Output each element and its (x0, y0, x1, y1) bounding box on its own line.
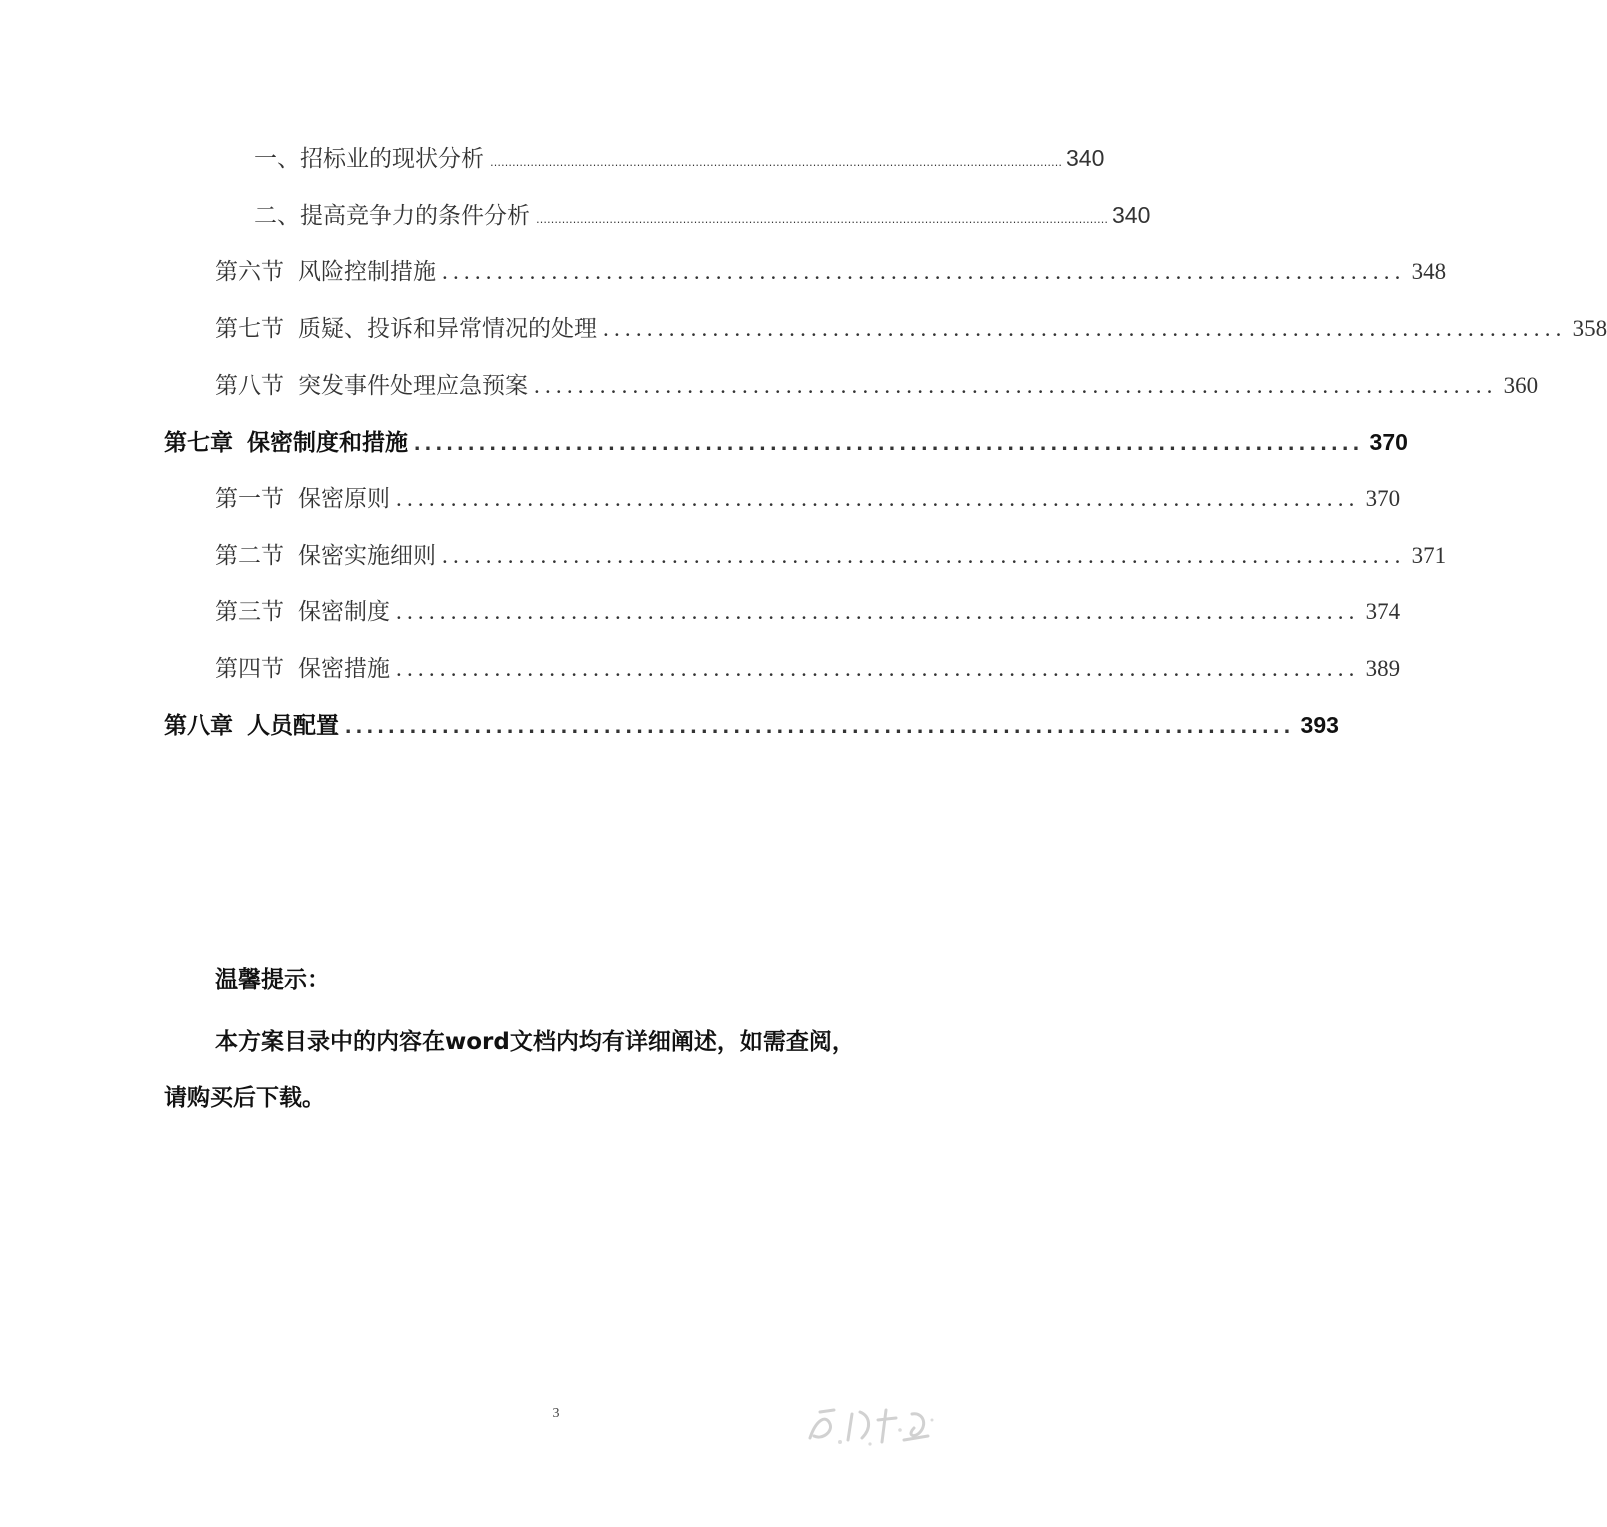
toc-entry-title: 保密措施 (298, 656, 390, 682)
toc-entry-prefix: 第四节 (215, 656, 284, 682)
toc-entry-label (215, 588, 390, 636)
toc-entry[interactable] (215, 362, 1539, 410)
toc-page-number: 340 (1066, 145, 1105, 171)
toc-leader-dots: ........................................................................................ (396, 656, 1360, 681)
toc-page-number: 340 (1112, 202, 1151, 228)
toc-entry[interactable] (215, 305, 1607, 353)
toc-entry[interactable] (215, 645, 1401, 693)
page-number: 3 (552, 1406, 560, 1421)
toc-entry[interactable] (215, 248, 1447, 296)
toc-page-number: 370 (1365, 486, 1401, 511)
toc-entry-prefix: 第七节 (215, 316, 284, 342)
toc-entry-title: 保密制度和措施 (247, 430, 408, 456)
toc-entry[interactable] (164, 701, 1339, 749)
toc-entry-label (164, 419, 408, 467)
toc-page-number: 348 (1411, 259, 1447, 284)
toc-entry[interactable] (215, 475, 1401, 523)
toc-entry-title: 突发事件处理应急预案 (298, 373, 528, 399)
toc-page-number: 389 (1365, 656, 1401, 681)
faded-logo-watermark-icon (800, 1400, 940, 1450)
toc-page-number: 371 (1411, 543, 1447, 568)
toc-leader-dots: ........................................................................................ (442, 259, 1406, 284)
notice-line: 本方案目录中的内容在word文档内均有详细阐述，如需查阅， (215, 1029, 855, 1055)
toc-entry-title: 保密实施细则 (298, 543, 436, 569)
toc-entry[interactable] (254, 191, 1151, 239)
toc-leader-dots: ........................................................................................ (345, 712, 1295, 738)
toc-entry-label (215, 362, 528, 410)
toc-page-number: 360 (1503, 373, 1539, 398)
toc-entry-label (215, 475, 390, 523)
toc-entry[interactable] (254, 134, 1105, 182)
toc-entry-title: 质疑、投诉和异常情况的处理 (298, 316, 597, 342)
toc-entry-prefix: 第三节 (215, 599, 284, 625)
toc-entry-title: 保密制度 (298, 599, 390, 625)
toc-entry[interactable] (164, 418, 1408, 466)
toc-entry-label (215, 645, 390, 693)
toc-leader-dots: ........................................................................................ (396, 599, 1360, 624)
toc-entry-prefix: 第一节 (215, 486, 284, 512)
toc-page-number: 358 (1572, 316, 1607, 341)
toc-entry-label (215, 305, 597, 353)
toc-entry-label (215, 248, 436, 296)
toc-leader-dots: ........................................................................................ (396, 486, 1360, 511)
toc-leader-dots: ........................................................................................ (603, 316, 1567, 341)
toc-entry-prefix: 第八节 (215, 373, 284, 399)
toc-page-number: 370 (1369, 429, 1408, 455)
toc-entry-title: 保密原则 (298, 486, 390, 512)
toc-entry-label (164, 702, 339, 750)
toc-leader-dots: ........................................................................................ (442, 543, 1406, 568)
toc-leader-dots: ........................................................................................ (534, 373, 1498, 398)
toc-entry-prefix: 第八章 (164, 713, 233, 739)
toc-entry-label: 二、提高竞争力的条件分析 (254, 203, 530, 229)
toc-entry-title: 风险控制措施 (298, 259, 436, 285)
toc-entry-label: 一、招标业的现状分析 (254, 146, 484, 172)
toc-leader-dots: ........................................................................................ (414, 429, 1364, 455)
toc-entry-title: 人员配置 (247, 713, 339, 739)
toc-leader-dots: ………………………………………………………………………………………………………………………………………… (536, 213, 1108, 226)
toc-leader-dots: ………………………………………………………………………………………………………………………………………… (490, 156, 1062, 169)
toc-entry-label (215, 532, 436, 580)
toc-entry-prefix: 第六节 (215, 259, 284, 285)
notice-heading: 温馨提示： (215, 967, 330, 993)
notice-paragraph (164, 1014, 924, 1126)
toc-entry[interactable] (215, 532, 1447, 580)
toc-page-number: 374 (1365, 599, 1401, 624)
toc-entry[interactable] (215, 588, 1401, 636)
notice-line: 请购买后下载。 (164, 1085, 325, 1111)
toc-page-number: 393 (1300, 712, 1339, 738)
toc-entry-prefix: 第七章 (164, 430, 233, 456)
toc-entry-prefix: 第二节 (215, 543, 284, 569)
